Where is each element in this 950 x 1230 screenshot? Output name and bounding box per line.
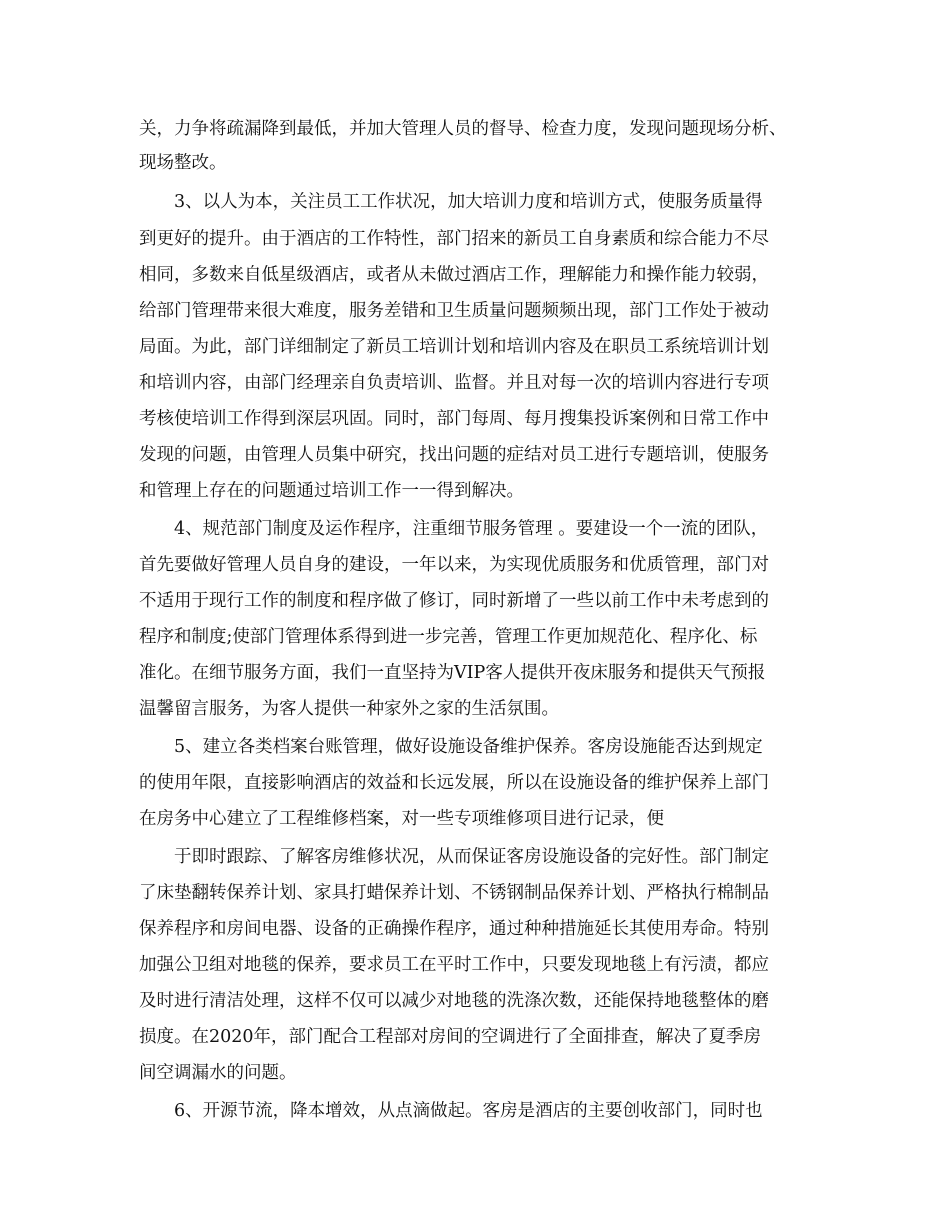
text-line: 相同，多数来自低星级酒店，或者从未做过酒店工作，理解能力和操作能力较弱， (139, 265, 769, 285)
text-line: 了床垫翻转保养计划、家具打蜡保养计划、不锈钢制品保养计划、严格执行棉制品 (139, 883, 769, 903)
text-line: 现场整改。 (139, 153, 227, 173)
text-line: 的使用年限，直接影响酒店的效益和长远发展，所以在设施设备的维护保养上部门 (139, 773, 769, 793)
text-line: 首先要做好管理人员自身的建设，一年以来，为实现优质服务和优质管理，部门对 (139, 555, 769, 575)
text-line: 损度。在2020年，部门配合工程部对房间的空调进行了全面排查，解决了夏季房 (139, 1027, 762, 1047)
text-line: 程序和制度;使部门管理体系得到进一步完善，管理工作更加规范化、程序化、标 (139, 627, 758, 647)
text-line: 及时进行清洁处理，这样不仅可以减少对地毯的洗涤次数，还能保持地毯整体的磨 (139, 991, 769, 1011)
text-line: 准化。在细节服务方面，我们一直坚持为VIP客人提供开夜床服务和提供天气预报 (139, 663, 766, 683)
text-line: 考核使培训工作得到深层巩固。同时，部门每周、每月搜集投诉案例和日常工作中 (139, 409, 769, 429)
text-line: 关，力争将疏漏降到最低，并加大管理人员的督导、检查力度，发现问题现场分析、 (139, 119, 787, 139)
text-line: 不适用于现行工作的制度和程序做了修订，同时新增了一些以前工作中未考虑到的 (139, 591, 769, 611)
text-line: 给部门管理带来很大难度，服务差错和卫生质量问题频频出现，部门工作处于被动 (139, 301, 769, 321)
text-line: 温馨留言服务，为客人提供一种家外之家的生活氛围。 (139, 699, 559, 719)
text-line: 间空调漏水的问题。 (139, 1063, 297, 1083)
text-line: 和管理上存在的问题通过培训工作一一得到解决。 (139, 481, 524, 501)
paragraph-3-start: 3、以人为本，关注员工工作状况，加大培训力度和培训方式，使服务质量得 (174, 192, 763, 212)
text-line: 在房务中心建立了工程维修档案，对一些专项维修项目进行记录，便 (139, 809, 664, 829)
paragraph-6-start: 6、开源节流，降本增效，从点滴做起。客房是酒店的主要创收部门，同时也 (174, 1101, 763, 1121)
text-line: 加强公卫组对地毯的保养，要求员工在平时工作中，只要发现地毯上有污渍，都应 (139, 955, 769, 975)
paragraph-4-start: 4、规范部门制度及运作程序，注重细节服务管理 。要建设一个一流的团队， (174, 519, 769, 539)
paragraph-5-start: 5、建立各类档案台账管理，做好设施设备维护保养。客房设施能否达到规定 (174, 737, 763, 757)
paragraph-continuation-start: 于即时跟踪、了解客房维修状况，从而保证客房设施设备的完好性。部门制定 (174, 847, 769, 867)
text-line: 和培训内容，由部门经理亲自负责培训、监督。并且对每一次的培训内容进行专项 (139, 373, 769, 393)
text-line: 到更好的提升。由于酒店的工作特性，部门招来的新员工自身素质和综合能力不尽 (139, 229, 769, 249)
text-line: 发现的问题，由管理人员集中研究，找出问题的症结对员工进行专题培训，使服务 (139, 445, 769, 465)
text-line: 局面。为此，部门详细制定了新员工培训计划和培训内容及在职员工系统培训计划 (139, 337, 769, 357)
text-line: 保养程序和房间电器、设备的正确操作程序，通过种种措施延长其使用寿命。特别 (139, 919, 769, 939)
